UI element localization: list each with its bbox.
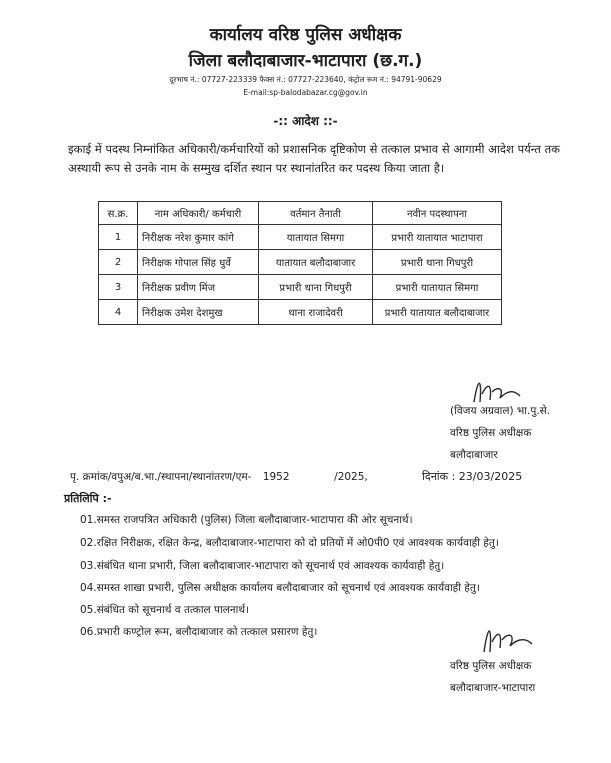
- cell-new: प्रभारी यातायात सिमगा: [373, 275, 502, 300]
- cell-name: निरीक्षक गोपाल सिंह धुर्वे: [138, 250, 259, 275]
- reference-prefix: पृ. क्रमांक/वपुअ/ब.भा./स्थापना/स्थानांतरण/एम-: [70, 471, 252, 483]
- table-row: [99, 225, 502, 250]
- reference-number: 1952: [262, 471, 290, 483]
- copy-item: 02.रक्षित निरीक्षक, रक्षित केन्द्र, बलौदाबाजार-भाटापारा को दो प्रतियों में ओ0पी0 एवं आवश्यक कार्यवाही हेतु।: [80, 537, 499, 549]
- cell-new: प्रभारी यातायात भाटापारा: [373, 225, 502, 250]
- transfer-table: [98, 201, 502, 325]
- signatory-1-name: (विजय अग्रवाल) भा.पु.से.: [450, 405, 551, 417]
- cell-new: प्रभारी यातायात बलौदाबाजार: [373, 300, 502, 325]
- signatory-1-designation: वरिष्ठ पुलिस अधीक्षक: [450, 427, 532, 439]
- email-line: E-mail:sp-balodabazar.cg@gov.in: [243, 88, 368, 97]
- cell-current: यातायात बलौदाबाजार: [259, 250, 373, 275]
- copy-item: 06.प्रभारी कण्ट्रोल रूम, बलौदाबाजार को तत्काल प्रसारण हेतु।: [80, 626, 318, 638]
- office-heading: कार्यालय वरिष्ठ पुलिस अधीक्षक: [209, 25, 402, 45]
- signatory-2-district: बलौदाबाजार-भाटापारा: [450, 682, 536, 694]
- table-row: [99, 250, 502, 275]
- district-heading: जिला बलौदाबाजार-भाटापारा (छ.ग.): [188, 51, 423, 71]
- copy-item: 04.समस्त शाखा प्रभारी, पुलिस अधीक्षक कार्यालय बलौदाबाजार को सूचनार्थ एवं आवश्यक कार्यवाही हेतु।: [80, 582, 480, 594]
- order-title: -:: आदेश ::-: [273, 114, 338, 128]
- cell-name: निरीक्षक उमेश देशमुख: [138, 300, 259, 325]
- cell-sno: 2: [99, 250, 138, 275]
- header-current: वर्तमान तैनाती: [259, 202, 373, 225]
- header-new: नवीन पदस्थापना: [373, 202, 502, 225]
- header-name: नाम अधिकारी/ कर्मचारी: [138, 202, 259, 225]
- table-row: [99, 275, 502, 300]
- copy-item: 01.समस्त राजपत्रित अधिकारी (पुलिस) जिला बलौदाबाजार-भाटापारा की ओर सूचनार्थ।: [80, 514, 413, 526]
- reference-year: /2025,: [334, 471, 368, 483]
- cell-sno: 1: [99, 225, 138, 250]
- cell-new: प्रभारी थाना गिधपुरी: [373, 250, 502, 275]
- contact-line: दूरभाष नं.: 07727-223339 फैक्स नं.: 07727-223640, कंट्रोल रूम नं.: 94791-90629: [169, 75, 442, 84]
- date-label: दिनांक :: [422, 470, 456, 483]
- header-sno: स.क्र.: [99, 202, 138, 225]
- cell-sno: 3: [99, 275, 138, 300]
- table-header-row: [99, 202, 502, 225]
- cell-name: निरीक्षक प्रवीण मिंज: [138, 275, 259, 300]
- signatory-2-designation: वरिष्ठ पुलिस अधीक्षक: [450, 660, 532, 672]
- date-value: 23/03/2025: [458, 470, 523, 483]
- copy-item: 03.संबंधित थाना प्रभारी, जिला बलौदाबाजार-भाटापारा को सूचनार्थ एवं आवश्यक कार्यवाही हेतु।: [80, 560, 445, 572]
- reference-line: [70, 470, 368, 484]
- copy-item: 05.संबंधित को सूचनार्थ व तत्काल पालनार्थ।: [80, 604, 250, 616]
- cell-current: थाना राजादेवरी: [259, 300, 373, 325]
- intro-paragraph: इकाई में पदस्थ निम्नांकित अधिकारी/कर्मचारियों को प्रशासनिक दृष्टिकोण से तत्काल प्रभाव से आगामी आदेश पर्यन्त तक अस्थायी रूप से उनके नाम के सम्मुख दर्शित स्थान पर स्थानांतरित कर पदस्थ किया जाता है।: [68, 142, 560, 175]
- reference-date: [422, 469, 522, 484]
- cell-current: यातायात सिमगा: [259, 225, 373, 250]
- table-row: [99, 300, 502, 325]
- copy-to-label: प्रतिलिपि :-: [64, 492, 112, 505]
- cell-name: निरीक्षक नरेश कुमार कांगे: [138, 225, 259, 250]
- cell-sno: 4: [99, 300, 138, 325]
- cell-current: प्रभारी थाना गिधपुरी: [259, 275, 373, 300]
- signatory-1-district: बलौदाबाजार: [450, 449, 498, 461]
